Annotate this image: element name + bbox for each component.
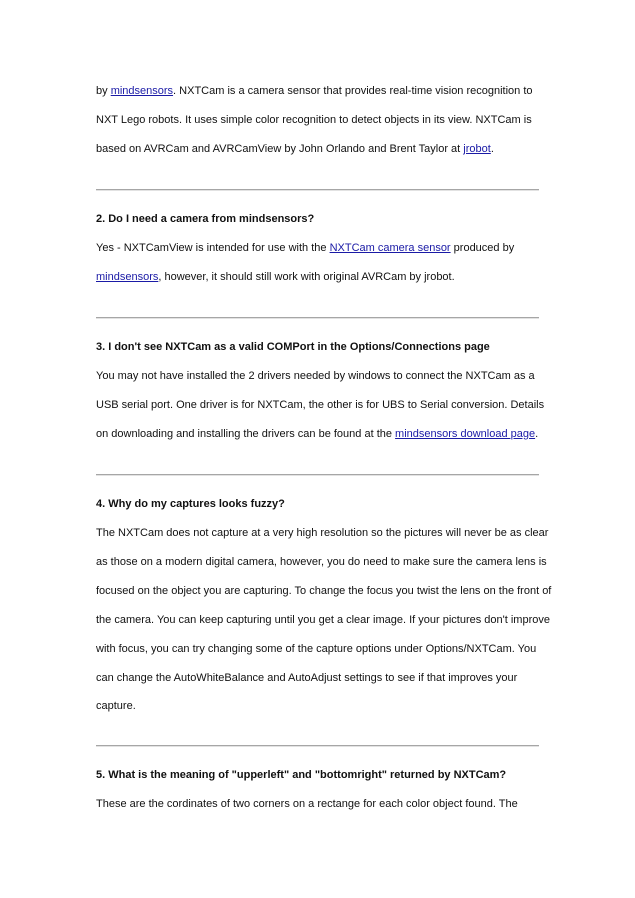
intro-text: . NXTCam is a camera sensor that provides real-time vision recognition to (173, 85, 533, 97)
q3-text: on downloading and installing the drivers can be found at the (96, 428, 396, 440)
intro-text: based on AVRCam and AVRCamView by John Orlando and Brent Taylor at (96, 143, 464, 155)
q2-heading: 2. Do I need a camera from mindsensors? (96, 213, 315, 225)
q4-line: The NXTCam does not capture at a very high resolution so the pictures will never be as clear (96, 527, 549, 539)
intro-line-1 (96, 84, 533, 98)
intro-line-3 (96, 142, 494, 156)
q4-line: the camera. You can keep capturing until you get a clear image. If your pictures don't improve (96, 614, 550, 626)
q3-heading: 3. I don't see NXTCam as a valid COMPort in the Options/Connections page (96, 341, 490, 353)
section-divider (96, 317, 539, 319)
section-divider (96, 474, 539, 476)
q2-text: produced by (450, 242, 515, 254)
q5-line-1: These are the cordinates of two corners on a rectange for each color object found. The (96, 798, 518, 810)
q3-line-2: USB serial port. One driver is for NXTCam, the other is for UBS to Serial conversion. Details (96, 399, 545, 411)
mindsensors-download-page-link[interactable]: mindsensors download page (395, 428, 536, 440)
q4-line: as those on a modern digital camera, however, you do need to make sure the camera lens is (96, 556, 547, 568)
q2-text: Yes - NXTCamView is intended for use with the (96, 242, 330, 254)
q3-line-1: You may not have installed the 2 drivers needed by windows to connect the NXTCam as a (96, 370, 535, 382)
q4-heading: 4. Why do my captures looks fuzzy? (96, 498, 285, 510)
q3-line-3 (96, 427, 538, 441)
jrobot-link[interactable]: jrobot (463, 143, 491, 155)
section-divider (96, 189, 539, 191)
intro-line-2: NXT Lego robots. It uses simple color recognition to detect objects in its view. NXTCam is (96, 114, 532, 126)
mindsensors-link[interactable]: mindsensors (110, 85, 174, 97)
nxtcam-camera-sensor-link[interactable]: NXTCam camera sensor (329, 242, 451, 254)
q3-text: . (535, 428, 539, 440)
mindsensors-link[interactable]: mindsensors (96, 271, 159, 283)
q2-line-1 (96, 241, 514, 255)
intro-text: . (490, 143, 494, 155)
q4-line: capture. (96, 700, 136, 712)
q4-line: can change the AutoWhiteBalance and AutoAdjust settings to see if that improves your (96, 672, 518, 684)
intro-text: by (96, 85, 111, 97)
q4-line: with focus, you can try changing some of the capture options under Options/NXTCam. You (96, 643, 537, 655)
q4-line: focused on the object you are capturing. To change the focus you twist the lens on the front of (96, 585, 552, 597)
section-divider (96, 745, 539, 747)
q2-line-2 (96, 270, 455, 284)
q2-text: , however, it should still work with original AVRCam by jrobot. (158, 271, 455, 283)
q5-heading: 5. What is the meaning of "upperleft" and "bottomright" returned by NXTCam? (96, 769, 507, 781)
